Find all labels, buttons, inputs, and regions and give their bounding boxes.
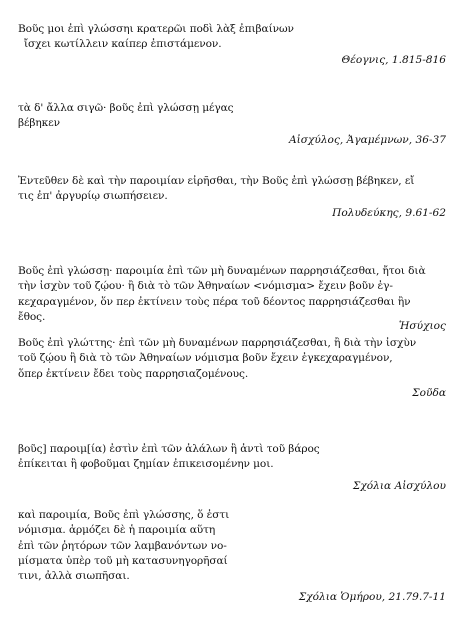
text-line: τοῦ ζῴου ἢ διὰ τὸ τῶν Ἀθηναίων νόμισμα βοῦν ἔχειν ἐγκεχαραγμένον, [18, 352, 393, 365]
quote-suda [18, 336, 446, 401]
citation: Θέογνις, 1.815-816 [341, 53, 446, 66]
text-line: νόμισμα. ἁρμόζει δὲ ἡ παροιμία αὕτη [18, 524, 216, 537]
citation: Σχόλια Αἰσχύλου [352, 479, 446, 492]
citation: Σοῦδα [412, 386, 446, 399]
text-line: ἴσχει κωτίλλειν καίπερ ἐπιστάμενον. [24, 38, 222, 51]
text-line: Βοῦς ἐπὶ γλώττης· ἐπὶ τῶν μὴ δυναμένων παρρησιάζεσθαι, ἢ διὰ τὴν ἰσχὺν [18, 337, 417, 349]
quote-pollux [18, 174, 446, 221]
text-line: ἐπίκειται ἢ φοβοῦμαι ζημίαν ἐπικεισομένην μοι. [18, 458, 274, 471]
text-line: καὶ παροιμία, Βοῦς ἐπὶ γλώσσης, ὅ ἐστι [18, 509, 230, 521]
text-line: ὅπερ ἐκτίνειν ἔδει τοὺς παρρησιαζομένους. [18, 367, 249, 380]
quote-hesychius [18, 264, 446, 334]
text-line: μίσματα ὑπὲρ τοῦ μὴ κατασυνηγορῆσαί [18, 554, 228, 567]
text-line: ἐπὶ τῶν ῥητόρων τῶν λαμβανόντων νο- [18, 539, 227, 552]
text-line: τὰ δ' ἄλλα σιγῶ· βοῦς ἐπὶ γλώσσῃ μέγας [18, 102, 234, 114]
text-line: ἔθος. [18, 310, 46, 323]
text-line: βέβηκεν [18, 117, 60, 130]
quote-theognis [18, 22, 446, 68]
citation: Πολυδεύκης, 9.61-62 [332, 206, 446, 219]
quote-scholia-aeschylus [18, 442, 446, 494]
text-line: κεχαραγμένον, ὅν περ ἐκτίνειν τοὺς πέρα τοῦ δέοντος παρρησιάζεσθαι ἢν [18, 295, 411, 308]
text-line: Βοῦς μοι ἐπὶ γλώσσηι κρατερῶι ποδὶ λὰξ ἐπιβαίνων [18, 23, 294, 35]
text-line: Βοῦς ἐπὶ γλώσσῃ· παροιμία ἐπὶ τῶν μὴ δυναμένων παρρησιάζεσθαι, ἤτοι διὰ [18, 265, 426, 277]
quote-scholia-homer [18, 508, 446, 605]
text-line: τις ἐπ' ἀργυρίῳ σιωπήσειεν. [18, 190, 168, 203]
text-line: τὴν ἰσχὺν τοῦ ζῴου· ἢ διὰ τὸ τῶν Ἀθηναίων <νόμισμα> ἔχειν βοῦν ἐγ- [18, 280, 393, 293]
text-line: βοῦς] παροιμ[ία) ἐστὶν ἐπὶ τῶν ἀλάλων ἢ ἀντὶ τοῦ βάρος [18, 443, 320, 455]
citation: Σχόλια Ὁμήρου, 21.79.7-11 [298, 591, 446, 604]
text-line: τινι, ἀλλὰ σιωπῆσαι. [18, 570, 130, 583]
citation: Αἰσχύλος, Ἀγαμέμνων, 36-37 [288, 133, 446, 146]
quote-aeschylus [18, 101, 446, 148]
text-line: Ἐντεῦθεν δὲ καὶ τὴν παροιμίαν εἰρῆσθαι, τὴν Βοῦς ἐπὶ γλώσσῃ βέβηκεν, εἴ [18, 175, 415, 187]
citation: Ἡσύχιος [398, 320, 446, 333]
